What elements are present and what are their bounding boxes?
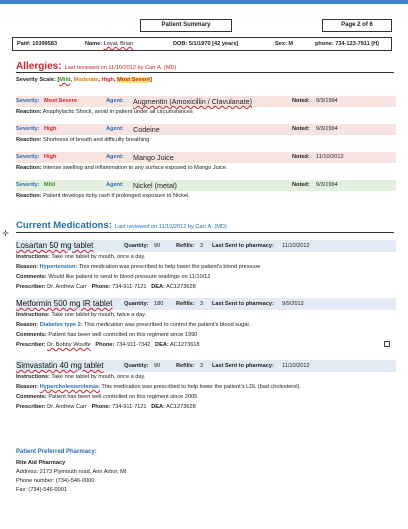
patient-id: Pat#: 10399583 (17, 41, 58, 47)
allergy-reaction (16, 191, 396, 201)
severity-comma-2: , (98, 77, 102, 83)
medication-instructions (16, 372, 396, 382)
allergy-reaction (16, 163, 396, 173)
allergy-reaction (16, 107, 396, 117)
medication-phone: 734-911-7121 (112, 284, 147, 290)
medication-drug: Metformin 500 mg IR tablet (16, 299, 113, 308)
medication-reason-text: This medication was prescribed to help lower the patient's LDL (bad cholesterol). (101, 384, 301, 390)
allergy-agent-label: Agent: (106, 182, 124, 188)
allergy-severity: High (44, 154, 57, 160)
medication-comments (16, 330, 396, 340)
checkbox-icon[interactable] (384, 341, 390, 347)
medication-instructions-label: Instructions: (16, 312, 50, 318)
severity-comma-1: , (70, 77, 74, 83)
severity-high: High (101, 77, 114, 83)
medication-prescriber-label: Prescriber: (16, 284, 46, 290)
allergy-agent: Codeine (133, 125, 160, 134)
medication-item (16, 360, 396, 412)
medication-instructions-text: Take one tablet by mouth, twice a day. (51, 312, 147, 318)
medication-dea: AC1273628 (166, 284, 196, 290)
medication-quantity: 90 (154, 243, 161, 249)
allergy-noted: 9/3/1994 (316, 182, 338, 188)
medication-instructions (16, 310, 396, 320)
allergy-reaction-text: Anaphylactic Shock, avoid in patient under all circumstances (42, 109, 193, 115)
medication-prescriber (16, 340, 396, 350)
medication-prescriber-label: Prescriber: (16, 404, 46, 410)
medication-reason-label: Reason: (16, 322, 39, 328)
allergy-severity: Mild (44, 182, 56, 188)
allergies-reviewed: Last reviewed on 11/10/2012 by Carr A. (MD) (64, 65, 177, 71)
severity-scale-open: [ (55, 77, 60, 83)
medication-dea: AC1273618 (169, 342, 200, 348)
pharmacy-address: Address: 2173 Plymouth road, Ann Arbor, MI (16, 469, 127, 475)
medication-reason-tag: Diabetes type 2: (39, 322, 83, 328)
medication-comments (16, 272, 396, 282)
medication-band (16, 298, 396, 310)
medication-prescriber (16, 282, 396, 292)
pharmacy-phone: Phone number: (734)-546-0000 (16, 478, 95, 484)
medication-sent-label: Last Sent to pharmacy: (212, 363, 274, 369)
allergy-noted: 9/3/1994 (316, 98, 338, 104)
allergy-band (16, 180, 396, 191)
allergy-band (16, 152, 396, 163)
page-number: Page 2 of 6 (322, 19, 392, 32)
medication-reason (16, 262, 396, 272)
medications-heading-text: Current Medications: (16, 220, 112, 231)
medication-reason-label: Reason: (16, 384, 39, 390)
medications-heading (16, 220, 227, 231)
medication-reason (16, 382, 396, 392)
allergy-agent-label: Agent: (106, 154, 124, 160)
allergy-item (16, 96, 396, 117)
medication-refills: 3 (200, 301, 204, 307)
medication-refills: 3 (200, 243, 204, 249)
medication-comments-label: Comments: (16, 394, 47, 400)
medication-instructions-label: Instructions: (16, 374, 50, 380)
medication-dea-label: DEA: (151, 284, 165, 290)
medication-refills-label: Refills: (176, 363, 195, 369)
allergy-severity-label: Severity: (16, 98, 40, 104)
top-accent-bar (0, 0, 408, 4)
patient-name-value: Loyal, Brian (103, 41, 134, 47)
medication-refills-label: Refills: (176, 243, 195, 249)
pharmacy-name: Rite Aid Pharmacy (16, 460, 66, 466)
allergy-severity-label: Severity: (16, 126, 40, 132)
allergy-reaction-text: Shortness of breath and difficulty breathing (43, 137, 150, 143)
allergy-item (16, 152, 396, 173)
medication-reason (16, 320, 396, 330)
move-handle-icon[interactable]: ✛ (2, 229, 9, 238)
allergies-heading-text: Allergies: (16, 61, 62, 72)
medications-reviewed: Last reviewed on 11/10/2012 by Carr A. (MD) (114, 224, 227, 230)
severity-comma-3: , (113, 77, 118, 83)
medication-comments-text: Patient has been well controlled on this regiment since 2005 (48, 394, 198, 400)
allergy-band (16, 124, 396, 135)
medication-refills: 3 (200, 363, 204, 369)
allergy-noted-label: Noted: (292, 126, 310, 132)
patient-id-bar (12, 37, 392, 51)
medication-instructions-text: Take one tablet by mouth, once a day. (51, 374, 146, 380)
allergy-severity: High (44, 126, 57, 132)
medication-phone-label: Phone: (91, 284, 111, 290)
medications-divider (16, 232, 394, 233)
pharmacy-heading: Patient Preferred Pharmacy: (16, 449, 97, 455)
medication-reason-text: This medication was prescribed to help lower the patient's blood pressure (78, 264, 261, 270)
medication-comments-label: Comments: (16, 332, 47, 338)
severity-most-severe: Most Severe (117, 77, 151, 83)
allergy-reaction-label: Reaction: (16, 193, 42, 199)
medication-reason-tag: Hypertension: (39, 264, 78, 270)
medication-prescriber-name: Dr. Andrew Carr (47, 404, 87, 410)
medication-drug: Simvastatin 40 mg tablet (16, 361, 104, 370)
allergy-agent: Nickel (metal) (133, 181, 177, 190)
medication-band (16, 360, 396, 372)
medication-quantity-label: Quantity: (124, 363, 149, 369)
severity-scale-label: Severity Scale: (16, 77, 56, 83)
allergy-reaction-label: Reaction: (16, 137, 42, 143)
allergy-item (16, 180, 396, 201)
allergies-divider (16, 72, 394, 73)
medication-phone-label: Phone: (95, 342, 115, 348)
allergy-agent: Mango Juice (133, 153, 174, 162)
medication-sent: 9/9/2012 (282, 301, 304, 307)
allergy-noted-label: Noted: (292, 154, 310, 160)
allergy-reaction-text: Patient develops itchy rash if prolonged exposure to Nickel. (43, 193, 190, 199)
medication-sent: 11/10/2012 (282, 363, 310, 369)
medication-prescriber-name: Dr. Andrew Carr (47, 284, 87, 290)
medication-sent: 11/10/2012 (282, 243, 310, 249)
allergy-severity: Most Severe (44, 98, 77, 104)
medication-comments-text: Patient has been well controlled on this regiment since 1990 (48, 332, 198, 338)
allergy-noted: 9/3/1994 (316, 126, 338, 132)
medication-refills-label: Refills: (176, 301, 195, 307)
medication-phone-label: Phone: (91, 404, 111, 410)
medication-comments-text: Would like patient to send in blood pressure readings on 11/10/12 (48, 274, 211, 280)
medication-reason-text: This medication was prescribed to control the patient's blood sugar. (84, 322, 251, 328)
medication-quantity: 90 (154, 363, 161, 369)
medication-quantity-label: Quantity: (124, 301, 149, 307)
allergy-severity-label: Severity: (16, 182, 40, 188)
allergy-agent-label: Agent: (106, 126, 124, 132)
medication-drug: Losartan 50 mg tablet (16, 241, 94, 250)
medication-comments-label: Comments: (16, 274, 47, 280)
medication-phone: 734-911-7121 (112, 404, 147, 410)
allergy-agent: Augmentin (Amoxicillin / Clavulanate) (133, 97, 253, 106)
patient-dob: DOB: 5/1/1970 [42 years] (173, 41, 239, 47)
medication-phone: 734-911-7342 (115, 342, 151, 348)
allergy-reaction-label: Reaction: (16, 109, 42, 115)
severity-moderate: Moderate (73, 77, 99, 83)
allergy-noted-label: Noted: (292, 98, 310, 104)
medication-prescriber (16, 402, 396, 412)
allergy-severity-label: Severity: (16, 154, 40, 160)
patient-phone: phone: 734-123-7911 (H) (315, 41, 380, 47)
allergy-reaction (16, 135, 396, 145)
medication-item (16, 240, 396, 292)
medication-reason-label: Reason: (16, 264, 39, 270)
allergy-noted: 11/10/2012 (316, 154, 344, 160)
allergy-item (16, 124, 396, 145)
medication-instructions-text: Take one tablet by mouth, once a day. (51, 254, 146, 260)
medication-prescriber-label: Prescriber: (16, 342, 46, 348)
severity-scale-close: ] (150, 77, 152, 83)
allergy-noted-label: Noted: (292, 182, 310, 188)
medication-reason-tag: Hypercholesterolemia: (39, 384, 100, 390)
allergy-band (16, 96, 396, 107)
allergy-agent-label: Agent: (106, 98, 124, 104)
medication-sent-label: Last Sent to pharmacy: (212, 301, 274, 307)
allergies-heading (16, 61, 176, 72)
medication-item (16, 298, 396, 350)
medication-quantity: 180 (154, 301, 164, 307)
medication-quantity-label: Quantity: (124, 243, 149, 249)
medication-band (16, 240, 396, 252)
medication-comments (16, 392, 396, 402)
patient-name (85, 38, 133, 50)
patient-name-label: Name: (85, 41, 103, 47)
page-title: Patient Summary (140, 19, 232, 32)
medication-dea: AC1273628 (166, 404, 196, 410)
medication-instructions-label: Instructions: (16, 254, 50, 260)
allergy-reaction-label: Reaction: (16, 165, 42, 171)
patient-sex: Sex: M (275, 41, 294, 47)
severity-scale (16, 77, 152, 83)
pharmacy-fax: Fax: (734)-546-0001 (16, 487, 67, 493)
medication-sent-label: Last Sent to pharmacy: (212, 243, 274, 249)
medication-instructions (16, 252, 396, 262)
medication-dea-label: DEA: (155, 342, 169, 348)
medication-dea-label: DEA: (151, 404, 165, 410)
medication-prescriber-name: Dr. Bobby Wouffe (47, 342, 91, 348)
severity-mild: Mild (59, 77, 71, 83)
allergy-reaction-text: Intense swelling and inflammation to any surface exposed to Mango Juice. (43, 165, 228, 171)
